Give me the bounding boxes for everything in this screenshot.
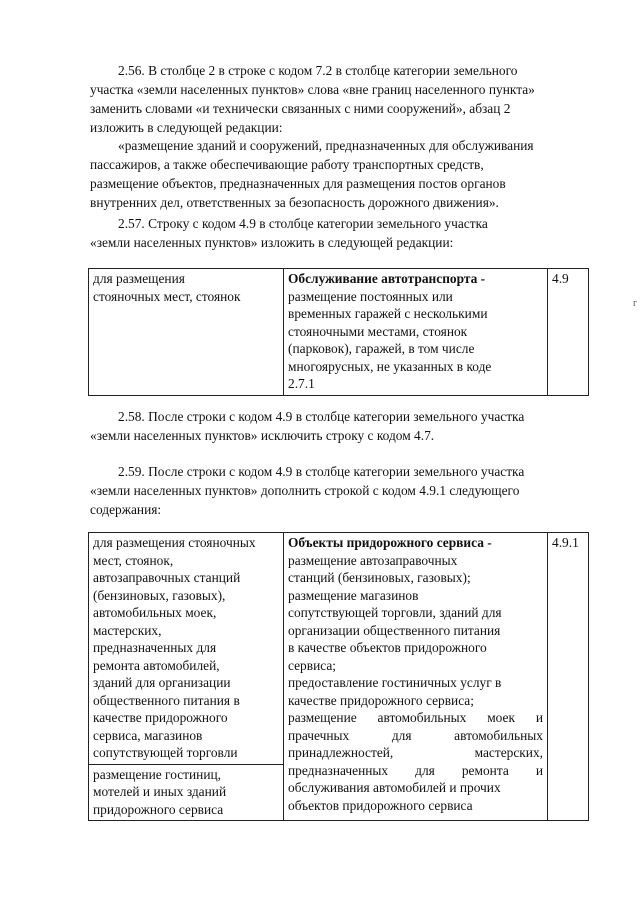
text-line: 2.59. После строки с кодом 4.9 в столбце категории земельного участка <box>118 464 525 479</box>
cell-line: (бензиновых, газовых), <box>93 587 226 603</box>
text-line: участка «земли населенных пунктов» слова «вне границ населенного пункта» <box>90 82 535 97</box>
cell-line: зданий для организации <box>93 675 231 690</box>
table-cell-code: 4.9 <box>548 269 589 396</box>
cell-line: автозаправочных станций <box>93 570 241 585</box>
margin-mark: г <box>633 298 638 309</box>
cell-line: мест, стоянок, <box>93 552 174 568</box>
cell-title: Объекты придорожного сервиса - <box>288 535 492 550</box>
cell-line: стояночными местами, стоянок <box>288 323 468 339</box>
cell-line: качестве придорожного сервиса; <box>288 692 474 708</box>
cell-line: стояночных мест, стоянок <box>93 288 241 304</box>
text-line: 2.58. После строки с кодом 4.9 в столбце категории земельного участка <box>118 409 525 424</box>
text-line: внутренних дел, ответственных за безопасность дорожного движения». <box>90 195 499 210</box>
cell-line: размещение постоянных или <box>288 288 453 304</box>
text-line: заменить словами «и технически связанных с ними сооружений», абзац 2 <box>90 101 511 116</box>
text-line: 2.57. Строку с кодом 4.9 в столбце категории земельного участка <box>118 216 488 231</box>
cell-line: для размещения стояночных <box>93 535 256 550</box>
cell-line: предназначенных для <box>93 640 217 655</box>
cell-line: 2.7.1 <box>288 376 315 391</box>
cell-line: прачечных для автомобильных <box>288 727 543 743</box>
cell-line: качестве придорожного <box>93 710 228 725</box>
cell-line: мотелей и иных зданий <box>93 784 227 799</box>
cell-line: временных гаражей с несколькими <box>288 306 488 321</box>
cell-line: организации общественного питания <box>288 622 501 638</box>
cell-line: размещение магазинов <box>288 587 419 603</box>
cell-line: сервиса, магазинов <box>93 727 203 743</box>
cell-line: принадлежностей, мастерских, <box>288 745 543 760</box>
text-line: «земли населенных пунктов» дополнить строкой с кодом 4.9.1 следующего <box>90 483 520 498</box>
table-cell-description <box>284 269 548 396</box>
cell-line: (парковок), гаражей, в том числе <box>288 341 475 356</box>
table-code-4-9 <box>88 268 589 396</box>
cell-line: сопутствующей торговли <box>93 745 238 760</box>
text-line: «земли населенных пунктов» изложить в следующей редакции: <box>90 235 454 250</box>
cell-line: размещение автомобильных моек и <box>288 710 543 725</box>
cell-line: мастерских, <box>93 622 162 638</box>
text-line: «размещение зданий и сооружений, предназначенных для обслуживания <box>118 138 534 153</box>
cell-line: предназначенных для ремонта и <box>288 762 543 778</box>
paragraph-2-59 <box>90 462 600 519</box>
text-line: «земли населенных пунктов» исключить строку с кодом 4.7. <box>90 428 435 443</box>
cell-line: ремонта автомобилей, <box>93 657 220 673</box>
table-cell-description <box>284 533 548 821</box>
cell-line: в качестве объектов придорожного <box>288 640 487 655</box>
cell-line: объектов придорожного сервиса <box>288 797 473 813</box>
paragraph-2-56-quote <box>90 136 600 212</box>
cell-line: сервиса; <box>288 657 337 673</box>
cell-line: обслуживания автомобилей и прочих <box>288 780 501 795</box>
cell-line: сопутствующей торговли, зданий для <box>288 605 502 620</box>
table-cell-purpose <box>89 764 284 821</box>
table-cell-purpose <box>89 269 284 396</box>
paragraph-2-58 <box>90 407 600 445</box>
table-code-4-9-1 <box>88 532 589 821</box>
paragraph-2-57 <box>90 214 600 252</box>
text-line: 2.56. В столбце 2 в строке с кодом 7.2 в столбце категории земельного <box>118 63 518 78</box>
table-row <box>89 533 589 765</box>
cell-line: размещение автозаправочных <box>288 552 458 568</box>
cell-line: для размещения <box>93 271 185 286</box>
cell-line: многоярусных, не указанных в коде <box>288 358 492 374</box>
table-cell-purpose <box>89 533 284 765</box>
text-line: содержания: <box>90 502 162 517</box>
cell-line: размещение гостиниц, <box>93 766 222 782</box>
text-line: изложить в следующей редакции: <box>90 120 283 135</box>
table-row <box>89 269 589 396</box>
cell-line: станций (бензиновых, газовых); <box>288 570 471 585</box>
table-cell-code: 4.9.1 <box>548 533 589 821</box>
cell-line: автомобильных моек, <box>93 605 217 620</box>
cell-line: придорожного сервиса <box>93 801 224 817</box>
text-line: размещение объектов, предназначенных для размещения постов органов <box>90 176 506 191</box>
cell-line: общественного питания в <box>93 692 240 708</box>
text-line: пассажиров, а также обеспечивающие работу транспортных средств, <box>90 157 484 172</box>
cell-line: предоставление гостиничных услуг в <box>288 675 502 690</box>
paragraph-2-56 <box>90 61 600 137</box>
cell-title: Обслуживание автотранспорта - <box>288 271 486 286</box>
